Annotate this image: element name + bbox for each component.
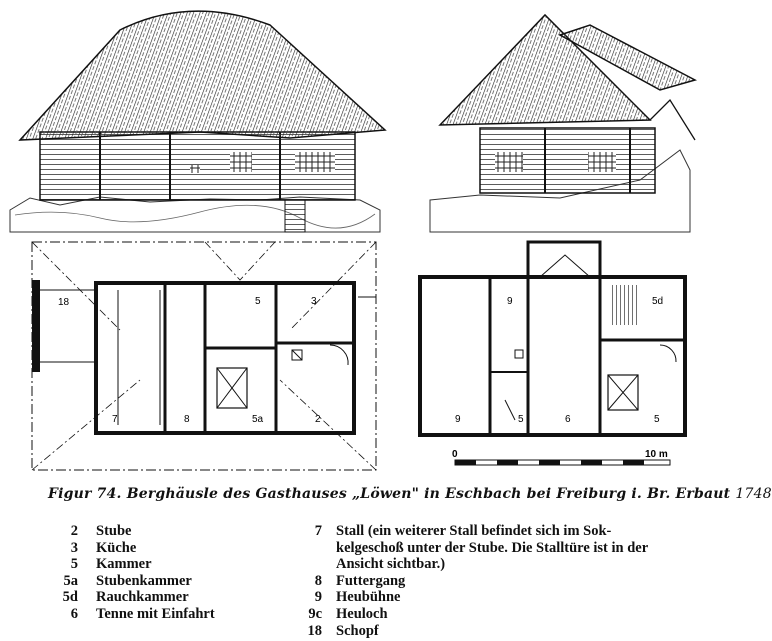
legend-item xyxy=(296,523,676,573)
room-label: 7 xyxy=(112,414,118,425)
room-label: 5 xyxy=(654,414,660,425)
legend-item xyxy=(296,623,676,640)
legend-item xyxy=(46,573,296,590)
room-label: 6 xyxy=(565,414,571,425)
legend-text: Kammer xyxy=(96,556,152,573)
room-label: 8 xyxy=(184,414,190,425)
legend-number: 18 xyxy=(307,622,322,639)
legend-text: Tenne mit Einfahrt xyxy=(96,605,215,622)
room-label: 5a xyxy=(252,414,264,425)
scale-start-label: 0 xyxy=(452,449,458,460)
legend-text: Rauchkammer xyxy=(96,589,189,606)
room-label: 5d xyxy=(652,296,664,307)
legend-number: 8 xyxy=(314,572,322,589)
legend-number: 9c xyxy=(308,605,322,622)
caption-text: Figur 74. Berghäusle des Gasthauses „Löwen" in Eschbach bei Freiburg i. Br. Erbaut xyxy=(48,486,731,502)
legend-number: 5a xyxy=(63,572,78,589)
legend-item xyxy=(46,540,296,557)
legend-number: 6 xyxy=(70,605,78,622)
legend-left xyxy=(46,523,296,623)
room-label: 5 xyxy=(255,296,261,307)
legend-item xyxy=(296,589,676,606)
legend-number: 9 xyxy=(314,589,322,606)
room-label: 9 xyxy=(455,414,461,425)
legend-item xyxy=(46,556,296,573)
room-label: 2 xyxy=(315,414,321,425)
scale-end-label: 10 m xyxy=(645,449,668,460)
legend-item xyxy=(46,589,296,606)
legend-text: Futtergang xyxy=(336,572,406,589)
legend-text: Küche xyxy=(96,539,137,556)
legend-item xyxy=(296,606,676,623)
legend-number: 5 xyxy=(70,556,78,573)
legend-item xyxy=(46,523,296,540)
legend-number: 2 xyxy=(70,523,78,539)
floor-plan-left xyxy=(32,242,376,470)
legend-text: Heubühne xyxy=(336,589,401,606)
legend-number: 7 xyxy=(314,523,322,539)
figure-caption xyxy=(48,486,772,502)
legend-text: Stall (ein weiterer Stall befindet sich im Sok-kelgeschoß unter der Stube. Die Stalltüre ist in der Ansicht sichtbar.) xyxy=(336,523,648,573)
legend-item xyxy=(46,606,296,623)
room-label: 3 xyxy=(311,296,317,307)
room-label: 9 xyxy=(507,296,513,307)
legend-text: Schopf xyxy=(336,622,379,639)
legend-number: 5d xyxy=(62,589,78,606)
legend-text: Stubenkammer xyxy=(96,572,192,589)
scale-bar xyxy=(452,449,670,465)
legend-number: 3 xyxy=(70,539,78,556)
legend-text: Stube xyxy=(96,523,132,539)
legend-text: Heuloch xyxy=(336,605,388,622)
floor-plan-right xyxy=(420,242,685,435)
room-label: 5 xyxy=(518,414,524,425)
legend-item xyxy=(296,573,676,590)
room-label: 18 xyxy=(58,297,70,308)
side-elevation xyxy=(430,15,695,232)
front-elevation xyxy=(10,11,385,232)
room-labels xyxy=(58,296,663,425)
caption-year: 1748 xyxy=(735,486,772,502)
legend-right xyxy=(296,523,676,639)
